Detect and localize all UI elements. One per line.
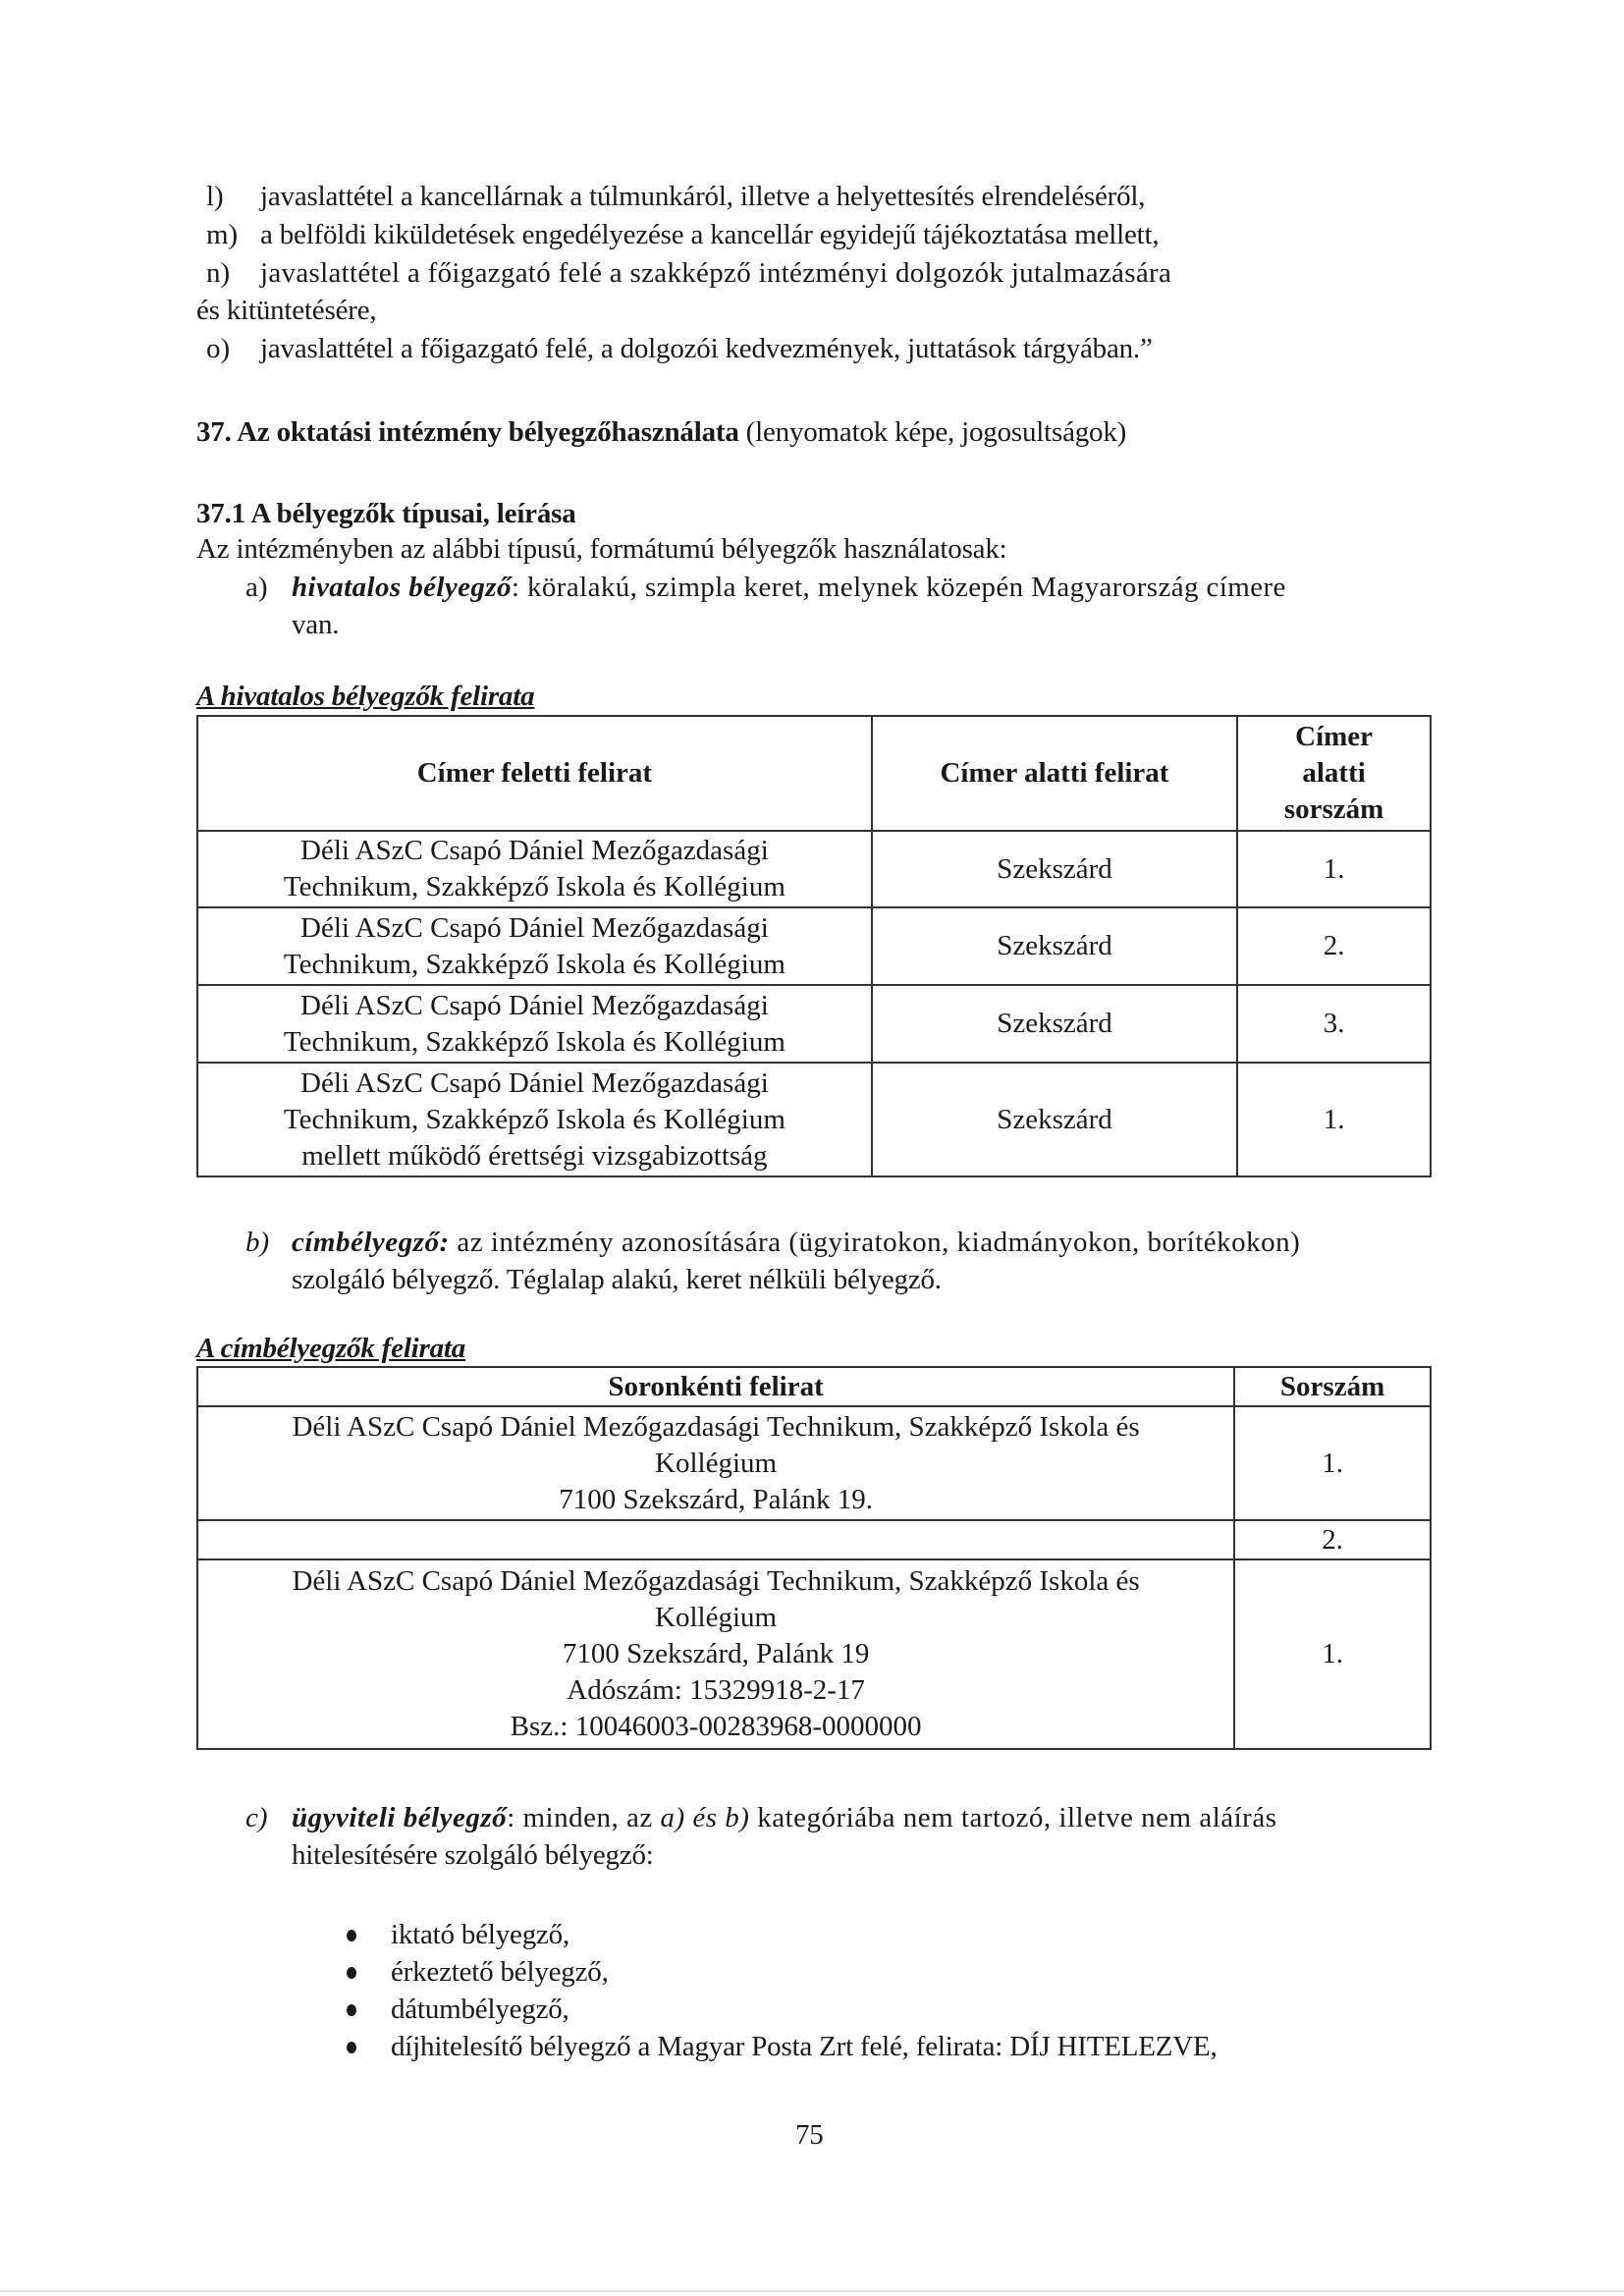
address-stamps-table	[196, 1366, 1432, 1750]
cell-number: 2.	[1237, 907, 1431, 985]
table-row	[197, 985, 1431, 1063]
cell-lines	[197, 1520, 1234, 1559]
cell-line: Adószám: 15329918-2-17	[567, 1674, 865, 1706]
cell-line: Déli ASzC Csapó Dániel Mezőgazdasági	[300, 1066, 769, 1099]
cell-below: Szekszárd	[872, 1063, 1237, 1176]
item-a-term: hivatalos bélyegző	[292, 572, 512, 603]
section-37-1-heading: 37.1 A bélyegzők típusai, leírása	[196, 498, 576, 529]
header-number: Sorszám	[1234, 1367, 1431, 1406]
header-line-text: Soronkénti felirat	[197, 1367, 1234, 1406]
list-label: m)	[206, 219, 239, 250]
section-37-heading-rest: (lenyomatok képe, jogosultságok)	[738, 416, 1127, 448]
cell-lines	[197, 1406, 1234, 1520]
cell-line: mellett működő érettségi vizsgabizottság	[301, 1139, 768, 1172]
cell-number: 2.	[1234, 1520, 1431, 1559]
cell-above	[197, 985, 872, 1063]
list-text: javaslattétel a kancellárnak a túlmunkáról, illetve a helyettesítés elrendeléséről,	[260, 181, 1146, 212]
list-continuation: és kitüntetésére,	[196, 295, 377, 326]
cell-number: 3.	[1237, 985, 1431, 1063]
cell-line: Technikum, Szakképző Iskola és Kollégium	[283, 1103, 785, 1135]
bullet-text: dátumbélyegző,	[391, 1994, 569, 2025]
cell-line: Technikum, Szakképző Iskola és Kollégium	[283, 948, 785, 980]
table-header-row	[197, 1367, 1431, 1406]
bullet-text: díjhitelesítő bélyegző a Magyar Posta Zrt felé, felirata: DÍJ HITELEZVE,	[391, 2031, 1218, 2062]
cell-line: Technikum, Szakképző Iskola és Kollégium	[283, 871, 785, 902]
header-line: alatti	[1302, 757, 1366, 789]
page-bottom-edge	[0, 2290, 1624, 2292]
official-stamps-table	[196, 715, 1432, 1177]
bullet-icon	[347, 1967, 356, 1979]
cell-above	[197, 1063, 872, 1176]
item-a-continuation: van.	[292, 609, 340, 640]
cell-line: Déli ASzC Csapó Dániel Mezőgazdasági	[300, 835, 769, 866]
cell-number: 1.	[1234, 1559, 1431, 1749]
item-label: a)	[245, 572, 268, 603]
cell-line: Déli ASzC Csapó Dániel Mezőgazdasági	[300, 911, 769, 944]
cell-below: Szekszárd	[872, 831, 1237, 907]
cell-line: 7100 Szekszárd, Palánk 19	[562, 1638, 870, 1669]
header-below-text: Címer alatti felirat	[872, 716, 1237, 831]
section-37-heading-bold: 37. Az oktatási intézmény bélyegzőhasználata	[196, 416, 739, 448]
table2-caption: A címbélyegzők felirata	[196, 1333, 466, 1364]
bullet-icon	[347, 2004, 356, 2016]
bullet-text: érkeztető bélyegző,	[391, 1956, 609, 1988]
cell-line: Déli ASzC Csapó Dániel Mezőgazdasági Technikum, Szakképző Iskola és	[292, 1565, 1140, 1597]
cell-line: Technikum, Szakképző Iskola és Kollégium	[283, 1025, 785, 1058]
section-37-heading	[196, 414, 1126, 450]
cell-number: 1.	[1234, 1406, 1431, 1520]
item-c-term: ügyviteli bélyegző	[292, 1802, 508, 1833]
item-label: c)	[245, 1802, 268, 1833]
header-line: Címer	[1295, 721, 1374, 752]
bullet-text: iktató bélyegző,	[391, 1919, 570, 1950]
header-above-text: Címer feletti felirat	[197, 716, 872, 831]
list-text: javaslattétel a főigazgató felé a szakképző intézményi dolgozók jutalmazására	[260, 257, 1172, 289]
table-row	[197, 1520, 1431, 1559]
list-label: n)	[206, 257, 231, 289]
item-c-text	[292, 1800, 1277, 1835]
cell-above	[197, 907, 872, 985]
cell-below: Szekszárd	[872, 907, 1237, 985]
table-row	[197, 1063, 1431, 1176]
bullet-icon	[347, 2042, 356, 2053]
cell-line: Déli ASzC Csapó Dániel Mezőgazdasági Technikum, Szakképző Iskola és	[292, 1410, 1140, 1443]
item-a-description: : köralakú, szimpla keret, melynek közepén Magyarország címere	[511, 572, 1286, 603]
item-c-text-1: : minden, az	[507, 1802, 661, 1833]
cell-number: 1.	[1237, 831, 1431, 907]
table1-caption: A hivatalos bélyegzők felirata	[196, 681, 535, 712]
cell-line: Kollégium	[655, 1447, 778, 1479]
page-number: 75	[795, 2119, 824, 2151]
bullet-icon	[347, 1930, 356, 1941]
table-row	[197, 831, 1431, 907]
table-row	[197, 907, 1431, 985]
list-label: l)	[206, 181, 224, 212]
item-b-description: az intézmény azonosítására (ügyiratokon, kiadmányokon, borítékokon)	[449, 1227, 1301, 1258]
item-b-text	[292, 1225, 1300, 1260]
cell-lines	[197, 1559, 1234, 1749]
cell-number: 1.	[1237, 1063, 1431, 1176]
table-row	[197, 1559, 1431, 1749]
item-b-term: címbélyegző:	[292, 1227, 450, 1258]
item-c-reference: a) és b)	[660, 1802, 750, 1833]
item-b-continuation: szolgáló bélyegző. Téglalap alakú, keret nélküli bélyegző.	[292, 1264, 942, 1295]
table-header-row	[197, 716, 1431, 831]
table-row	[197, 1406, 1431, 1520]
cell-below: Szekszárd	[872, 985, 1237, 1063]
header-line: sorszám	[1283, 793, 1384, 825]
cell-above	[197, 831, 872, 907]
list-text: a belföldi kiküldetések engedélyezése a kancellár egyidejű tájékoztatása mellett,	[260, 219, 1160, 250]
list-text: javaslattétel a főigazgató felé, a dolgozói kedvezmények, juttatások tárgyában.”	[260, 333, 1153, 364]
item-label: b)	[245, 1227, 270, 1258]
item-a-text	[292, 570, 1286, 605]
cell-line: 7100 Szekszárd, Palánk 19.	[559, 1483, 873, 1515]
list-label: o)	[206, 333, 231, 364]
cell-line: Déli ASzC Csapó Dániel Mezőgazdasági	[300, 989, 769, 1021]
cell-line: Kollégium	[655, 1602, 778, 1633]
section-37-1-intro: Az intézményben az alábbi típusú, formátumú bélyegzők használatosak:	[196, 533, 1007, 565]
header-number	[1237, 716, 1431, 831]
cell-line: Bsz.: 10046003-00283968-0000000	[510, 1711, 922, 1742]
item-c-continuation: hitelesítésére szolgáló bélyegző:	[292, 1839, 654, 1871]
item-c-text-2: kategóriába nem tartozó, illetve nem aláírás	[749, 1802, 1277, 1833]
